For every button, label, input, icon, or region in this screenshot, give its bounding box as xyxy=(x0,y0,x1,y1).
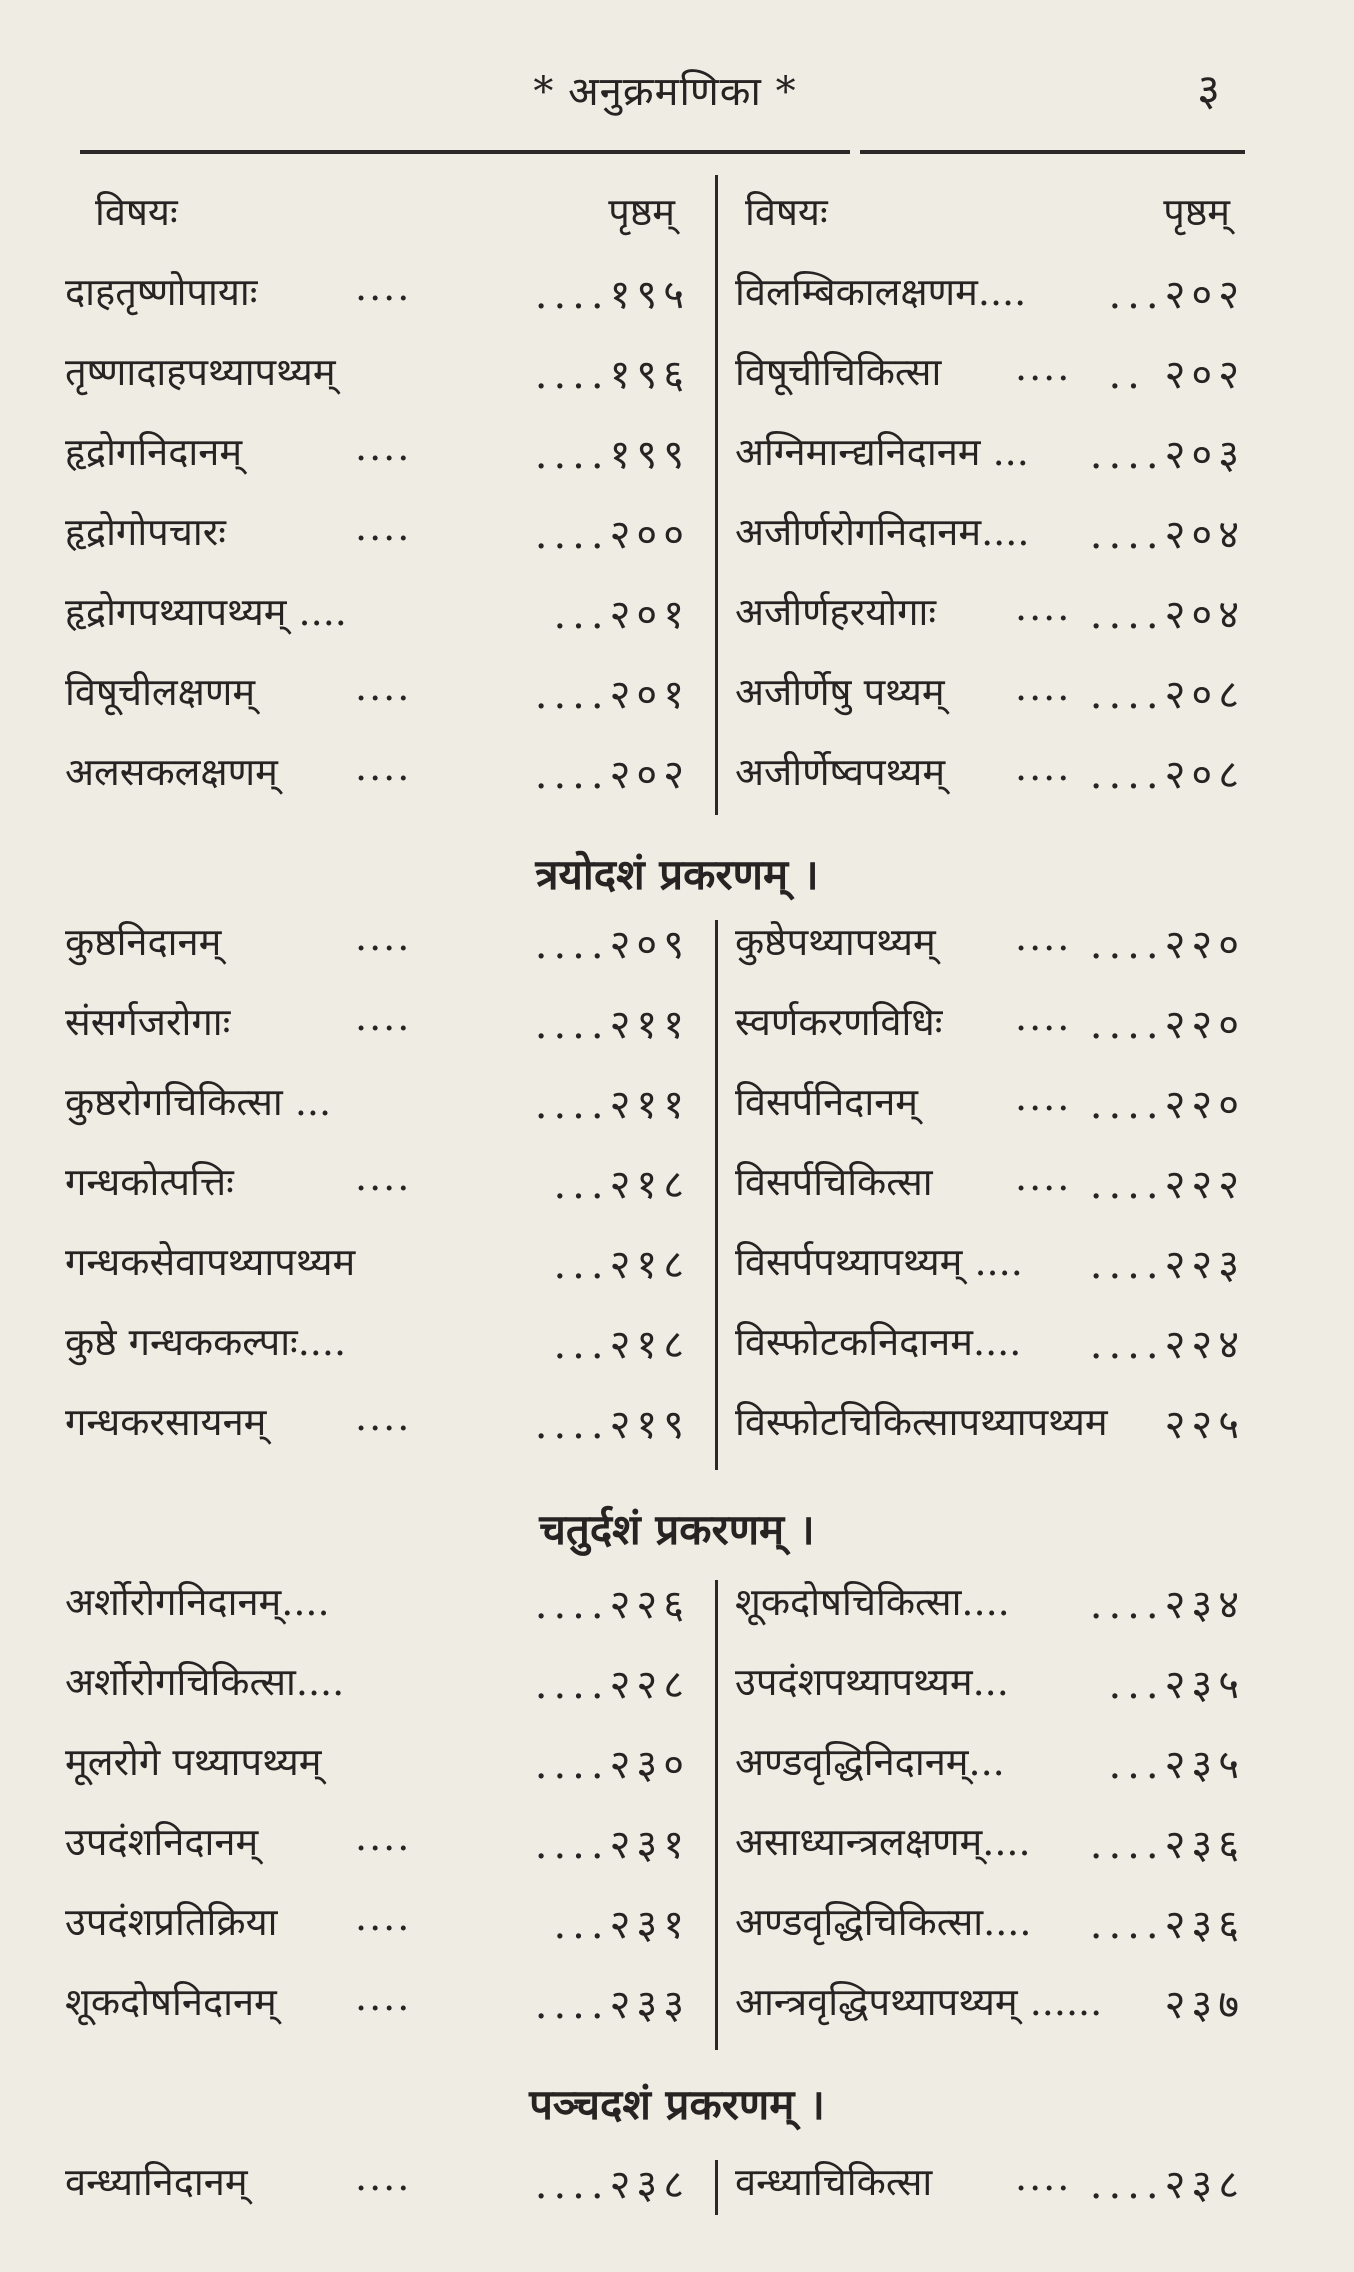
toc-dot-leader: .... xyxy=(1015,1155,1072,1199)
toc-row xyxy=(55,1965,1260,2045)
toc-dot-leader: .... xyxy=(1015,745,1072,789)
toc-entry-right xyxy=(685,985,1260,1065)
toc-topic: स्वर्णकरणविधिः xyxy=(735,1000,943,1044)
toc-page-number: ...२१८ xyxy=(553,1162,690,1208)
toc-dot-leader: .... xyxy=(355,1395,412,1439)
toc-entry-left xyxy=(55,1385,705,1465)
toc-entry-right xyxy=(685,1645,1260,1725)
toc-page-number: ....२३१ xyxy=(534,1822,690,1868)
toc-topic: अण्डवृद्धिनिदानम्... xyxy=(735,1740,1005,1784)
toc-entry-right xyxy=(685,1225,1260,1305)
toc-dot-leader: .... xyxy=(355,665,412,709)
toc-row xyxy=(55,985,1260,1065)
toc-row xyxy=(55,1225,1260,1305)
toc-entry-left xyxy=(55,1145,705,1225)
toc-row xyxy=(55,735,1260,815)
toc-topic: शूकदोषनिदानम् xyxy=(65,1980,277,2024)
toc-topic: कुष्ठेपथ्यापथ्यम् xyxy=(735,920,936,964)
contents-block-2 xyxy=(55,905,1260,1470)
toc-page-number: ....२११ xyxy=(534,1082,690,1128)
toc-topic: विस्फोटकनिदानम.... xyxy=(735,1320,1022,1364)
toc-page-number: .. २०२ xyxy=(1108,352,1245,398)
toc-entry-right xyxy=(685,1965,1260,2045)
section-heading: त्रयोदशं प्रकरणम् । xyxy=(535,850,819,899)
toc-row xyxy=(55,575,1260,655)
toc-entry-left xyxy=(55,495,705,575)
toc-entry-left xyxy=(55,1225,705,1305)
toc-topic: आन्त्रवृद्धिपथ्यापथ्यम् ...... xyxy=(735,1980,1103,2024)
toc-entry-right xyxy=(685,905,1260,985)
contents-block-4 xyxy=(55,2145,1260,2225)
toc-dot-leader: .... xyxy=(1015,995,1072,1039)
toc-page-number: ...२३५ xyxy=(1108,1742,1245,1788)
toc-entry-left xyxy=(55,1645,705,1725)
page-header xyxy=(80,62,1250,142)
toc-dot-leader: .... xyxy=(355,265,412,309)
toc-row xyxy=(55,495,1260,575)
toc-topic: अजीर्णरोगनिदानम.... xyxy=(735,510,1030,554)
section-heading: चतुर्दशं प्रकरणम् । xyxy=(539,1505,815,1554)
column-head-page: पृष्ठम् xyxy=(608,190,675,234)
toc-page-number: ...२१८ xyxy=(553,1322,690,1368)
toc-topic: उपदंशप्रतिक्रिया xyxy=(65,1900,278,1944)
toc-entry-right xyxy=(685,1305,1260,1385)
toc-entry-left xyxy=(55,1565,705,1645)
toc-entry-right xyxy=(685,655,1260,735)
toc-page-number: ....२०० xyxy=(534,512,690,558)
column-head-topic: विषयः xyxy=(745,190,828,234)
toc-page-number: ....२३८ xyxy=(534,2162,690,2208)
toc-entry-left xyxy=(55,1885,705,1965)
toc-page-number: ....२०४ xyxy=(1089,592,1245,638)
toc-row xyxy=(55,905,1260,985)
toc-row xyxy=(55,335,1260,415)
toc-dot-leader: .... xyxy=(355,505,412,549)
toc-dot-leader: .... xyxy=(355,2155,412,2199)
toc-entry-right xyxy=(685,335,1260,415)
toc-entry-right xyxy=(685,255,1260,335)
toc-entry-right xyxy=(685,735,1260,815)
toc-entry-right xyxy=(685,1145,1260,1225)
toc-page-number: ....२१९ xyxy=(534,1402,690,1448)
toc-row xyxy=(55,1885,1260,1965)
toc-entry-right xyxy=(685,1725,1260,1805)
toc-page-number: ....२२८ xyxy=(534,1662,690,1708)
contents-block-3 xyxy=(55,1565,1260,2050)
toc-page-number: ...२०२ xyxy=(1108,272,1245,318)
column-head-page: पृष्ठम् xyxy=(1163,190,1230,234)
toc-topic: अण्डवृद्धिचिकित्सा.... xyxy=(735,1900,1032,1944)
toc-page-number: ....१९५ xyxy=(534,272,690,318)
toc-row xyxy=(55,1145,1260,1225)
toc-topic: गन्धकरसायनम् xyxy=(65,1400,267,1444)
toc-row xyxy=(55,655,1260,735)
toc-dot-leader: .... xyxy=(1015,915,1072,959)
toc-topic: गन्धकसेवापथ्यापथ्यम xyxy=(65,1240,356,1284)
toc-row xyxy=(55,1305,1260,1385)
toc-topic: विषूचीलक्षणम् xyxy=(65,670,256,714)
toc-topic: विस्फोटचिकित्सापथ्यापथ्यम xyxy=(735,1400,1108,1444)
toc-entry-right xyxy=(685,1805,1260,1885)
toc-topic: मूलरोगे पथ्यापथ्यम् xyxy=(65,1740,322,1784)
toc-dot-leader: .... xyxy=(355,1155,412,1199)
column-head-topic: विषयः xyxy=(95,190,178,234)
toc-topic: गन्धकोत्पत्तिः xyxy=(65,1160,234,1204)
toc-entry-left xyxy=(55,735,705,815)
toc-topic: दाहतृष्णोपायाः xyxy=(65,270,258,314)
toc-row xyxy=(55,1565,1260,1645)
toc-page-number: ....१९९ xyxy=(534,432,690,478)
toc-dot-leader: .... xyxy=(355,915,412,959)
header-rule-left xyxy=(80,150,850,154)
toc-row xyxy=(55,1645,1260,1725)
toc-topic: विषूचीचिकित्सा xyxy=(735,350,942,394)
toc-page-number: ....२०२ xyxy=(534,752,690,798)
toc-dot-leader: .... xyxy=(1015,665,1072,709)
toc-topic: अजीर्णेषु पथ्यम् xyxy=(735,670,945,714)
toc-entry-left xyxy=(55,1725,705,1805)
toc-topic: हृद्रोगोपचारः xyxy=(65,510,226,554)
toc-page-number: ....२११ xyxy=(534,1002,690,1048)
page-title: * अनुक्रमणिका * xyxy=(533,69,797,115)
toc-row xyxy=(55,2145,1260,2225)
toc-page-number: ....२२० xyxy=(1089,1082,1245,1128)
toc-topic: वन्ध्याचिकित्सा xyxy=(735,2160,933,2204)
toc-dot-leader: .... xyxy=(1015,2155,1072,2199)
toc-topic: अर्शोरोगनिदानम्.... xyxy=(65,1580,330,1624)
toc-page-number: ....२३३ xyxy=(534,1982,690,2028)
toc-topic: विसर्पचिकित्सा xyxy=(735,1160,933,1204)
toc-topic: अजीर्णहरयोगाः xyxy=(735,590,937,634)
toc-entry-right xyxy=(685,2145,1260,2225)
toc-topic: कुष्ठरोगचिकित्सा ... xyxy=(65,1080,332,1124)
toc-page-number: ....२३४ xyxy=(1089,1582,1245,1628)
toc-row xyxy=(55,1725,1260,1805)
toc-topic: उपदंशपथ्यापथ्यम... xyxy=(735,1660,1009,1704)
toc-dot-leader: .... xyxy=(355,1895,412,1939)
toc-entry-right xyxy=(685,495,1260,575)
toc-page-number: ...२१८ xyxy=(553,1242,690,1288)
toc-topic: शूकदोषचिकित्सा.... xyxy=(735,1580,1010,1624)
toc-page-number: ....२२४ xyxy=(1089,1322,1245,1368)
toc-entry-left xyxy=(55,1805,705,1885)
toc-page-number: ...२३१ xyxy=(553,1902,690,1948)
toc-topic: हृद्रोगपथ्यापथ्यम् .... xyxy=(65,590,347,634)
toc-page-number: ....२०९ xyxy=(534,922,690,968)
toc-page-number: ....२०३ xyxy=(1089,432,1245,478)
toc-entry-right xyxy=(685,575,1260,655)
toc-entry-left xyxy=(55,1065,705,1145)
toc-topic: तृष्णादाहपथ्यापथ्यम् xyxy=(65,350,336,394)
toc-page-number: ....२०८ xyxy=(1089,752,1245,798)
toc-topic: अर्शोरोगचिकित्सा.... xyxy=(65,1660,345,1704)
toc-entry-left xyxy=(55,255,705,335)
page-number: ३ xyxy=(1197,65,1220,116)
toc-entry-left xyxy=(55,1305,705,1385)
toc-entry-left xyxy=(55,655,705,735)
toc-dot-leader: .... xyxy=(355,1815,412,1859)
toc-page-number: ....२२३ xyxy=(1089,1242,1245,1288)
toc-entry-right xyxy=(685,1065,1260,1145)
toc-topic: हृद्रोगनिदानम् xyxy=(65,430,243,474)
toc-page-number: ....२३६ xyxy=(1089,1822,1245,1868)
toc-page-number: ...२३५ xyxy=(1108,1662,1245,1708)
toc-topic: कुष्ठे गन्धककल्पाः.... xyxy=(65,1320,347,1364)
toc-entry-left xyxy=(55,335,705,415)
toc-page-number: ....२२२ xyxy=(1089,1162,1245,1208)
toc-row xyxy=(55,415,1260,495)
toc-page-number: ...२०१ xyxy=(553,592,690,638)
toc-page-number: ....२०८ xyxy=(1089,672,1245,718)
toc-entry-right xyxy=(685,415,1260,495)
toc-entry-left xyxy=(55,1965,705,2045)
toc-topic: संसर्गजरोगाः xyxy=(65,1000,231,1044)
toc-topic: अग्निमान्द्यनिदानम ... xyxy=(735,430,1029,474)
toc-dot-leader: .... xyxy=(355,995,412,1039)
toc-dot-leader: .... xyxy=(1015,585,1072,629)
toc-row xyxy=(55,1385,1260,1465)
toc-entry-left xyxy=(55,575,705,655)
toc-dot-leader: .... xyxy=(1015,345,1072,389)
section-heading: पञ्चदशं प्रकरणम् । xyxy=(529,2080,825,2129)
toc-dot-leader: .... xyxy=(355,745,412,789)
toc-topic: वन्ध्यानिदानम् xyxy=(65,2160,248,2204)
toc-page-number: ....२०४ xyxy=(1089,512,1245,558)
toc-dot-leader: .... xyxy=(355,1975,412,2019)
toc-page-number: ....२३६ xyxy=(1089,1902,1245,1948)
toc-row xyxy=(55,1065,1260,1145)
toc-page-number: २२५ xyxy=(1164,1402,1245,1448)
toc-topic: उपदंशनिदानम् xyxy=(65,1820,259,1864)
toc-page-number: ....२३० xyxy=(534,1742,690,1788)
toc-page-number: ....२२० xyxy=(1089,922,1245,968)
header-rule-right xyxy=(860,150,1245,154)
toc-page-number: ....२२० xyxy=(1089,1002,1245,1048)
toc-dot-leader: .... xyxy=(1015,1075,1072,1119)
toc-topic: असाध्यान्त्रलक्षणम्.... xyxy=(735,1820,1031,1864)
toc-page-number: ....१९६ xyxy=(534,352,690,398)
toc-row xyxy=(55,1805,1260,1885)
toc-entry-right xyxy=(685,1885,1260,1965)
toc-topic: कुष्ठनिदानम् xyxy=(65,920,222,964)
toc-row xyxy=(55,255,1260,335)
toc-page-number: २३७ xyxy=(1164,1982,1245,2028)
toc-page-number: ....२३८ xyxy=(1089,2162,1245,2208)
toc-entry-left xyxy=(55,985,705,1065)
toc-topic: विलम्बिकालक्षणम.... xyxy=(735,270,1027,314)
toc-topic: अलसकलक्षणम् xyxy=(65,750,278,794)
toc-entry-right xyxy=(685,1565,1260,1645)
toc-topic: विसर्पपथ्यापथ्यम् .... xyxy=(735,1240,1023,1284)
toc-entry-left xyxy=(55,415,705,495)
toc-page-number: ....२२६ xyxy=(534,1582,690,1628)
toc-entry-right xyxy=(685,1385,1260,1465)
toc-topic: विसर्पनिदानम् xyxy=(735,1080,919,1124)
contents-block-1 xyxy=(55,175,1260,815)
column-head-row xyxy=(55,175,1260,255)
toc-page-number: ....२०१ xyxy=(534,672,690,718)
toc-entry-left xyxy=(55,2145,705,2225)
toc-entry-left xyxy=(55,905,705,985)
toc-topic: अजीर्णेष्वपथ्यम् xyxy=(735,750,946,794)
toc-dot-leader: .... xyxy=(355,425,412,469)
